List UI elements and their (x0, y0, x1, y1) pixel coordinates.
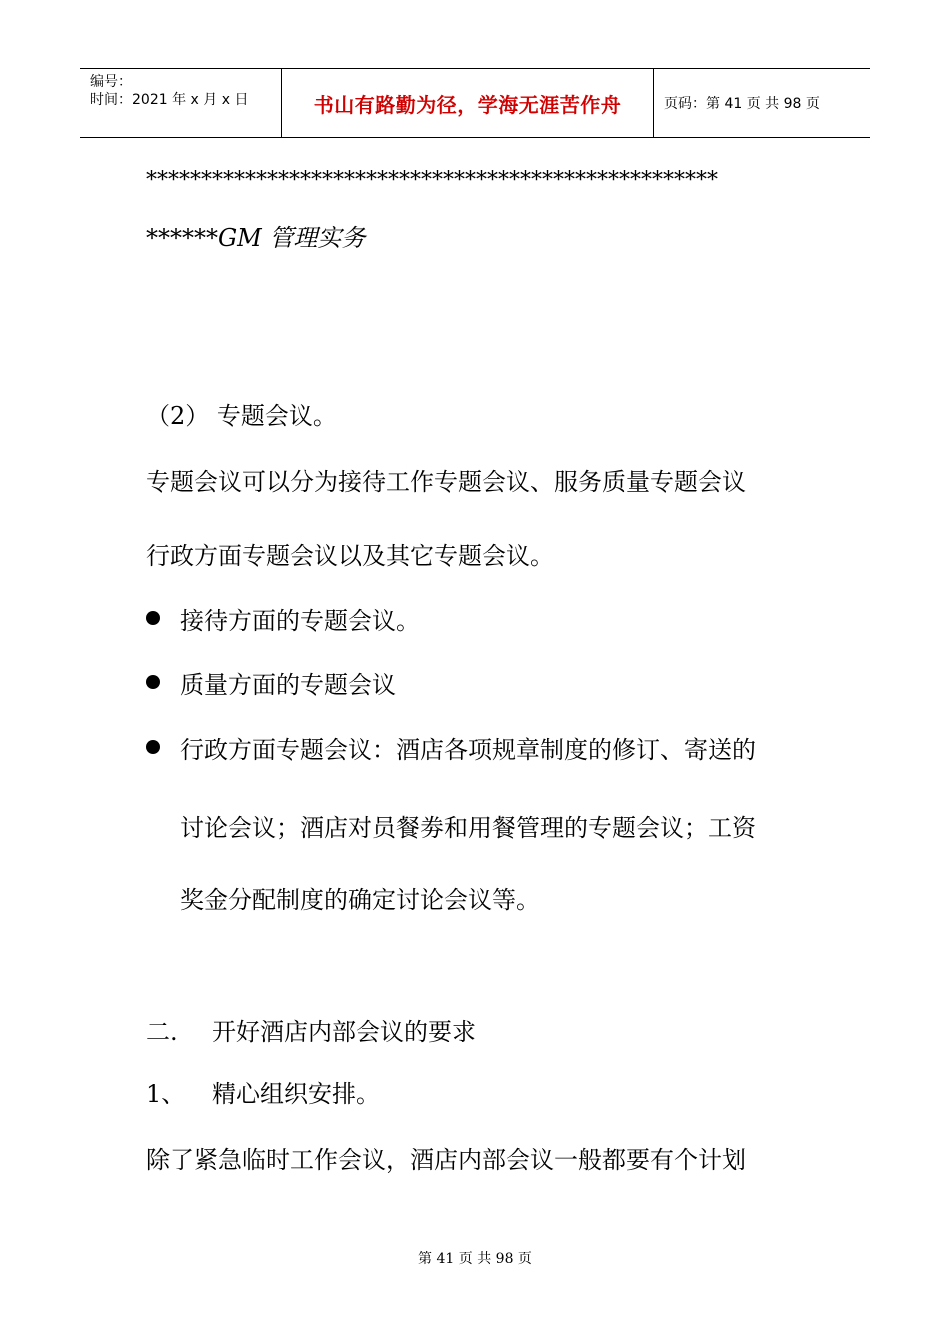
bullet-dot (146, 675, 160, 689)
item-text: 精心组织安排。 (212, 1080, 380, 1108)
bullet-item-continued: 讨论会议；酒店对员餐劵和用餐管理的专题会议；工资 (180, 814, 756, 842)
bullet-item: 行政方面专题会议：酒店各项规章制度的修订、寄送的 (180, 736, 756, 764)
separator-stars: **************************************************** (146, 168, 718, 193)
section-heading: （2） 专题会议。 (146, 402, 337, 430)
document-number-label: 编号： (90, 74, 132, 90)
bullet-dot (146, 611, 160, 625)
bullet-item: 质量方面的专题会议 (180, 671, 396, 699)
bullet-item-continued: 奖金分配制度的确定讨论会议等。 (180, 886, 540, 914)
header-motto: 书山有路勤为径，学海无涯苦作舟 (281, 69, 654, 137)
paragraph-line: 行政方面专题会议以及其它专题会议。 (146, 542, 554, 570)
page-header (80, 68, 870, 138)
item-number: 1、 (146, 1080, 186, 1108)
bullet-item: 接待方面的专题会议。 (180, 607, 420, 635)
heading-number: 二. (146, 1018, 178, 1046)
header-meta (80, 69, 281, 137)
page-footer: 第 41 页 共 98 页 (418, 1251, 532, 1267)
bullet-dot (146, 740, 160, 754)
paragraph-line: 除了紧急临时工作会议，酒店内部会议一般都要有个计划 (146, 1146, 746, 1174)
document-date: 时间：2021 年 x 月 x 日 (90, 92, 249, 108)
heading-text: 开好酒店内部会议的要求 (212, 1018, 476, 1046)
header-page-info: 页码：第 41 页 共 98 页 (664, 96, 820, 112)
paragraph-line: 专题会议可以分为接待工作专题会议、服务质量专题会议 (146, 468, 746, 496)
gm-section-title: ******GM 管理实务 (146, 224, 366, 252)
